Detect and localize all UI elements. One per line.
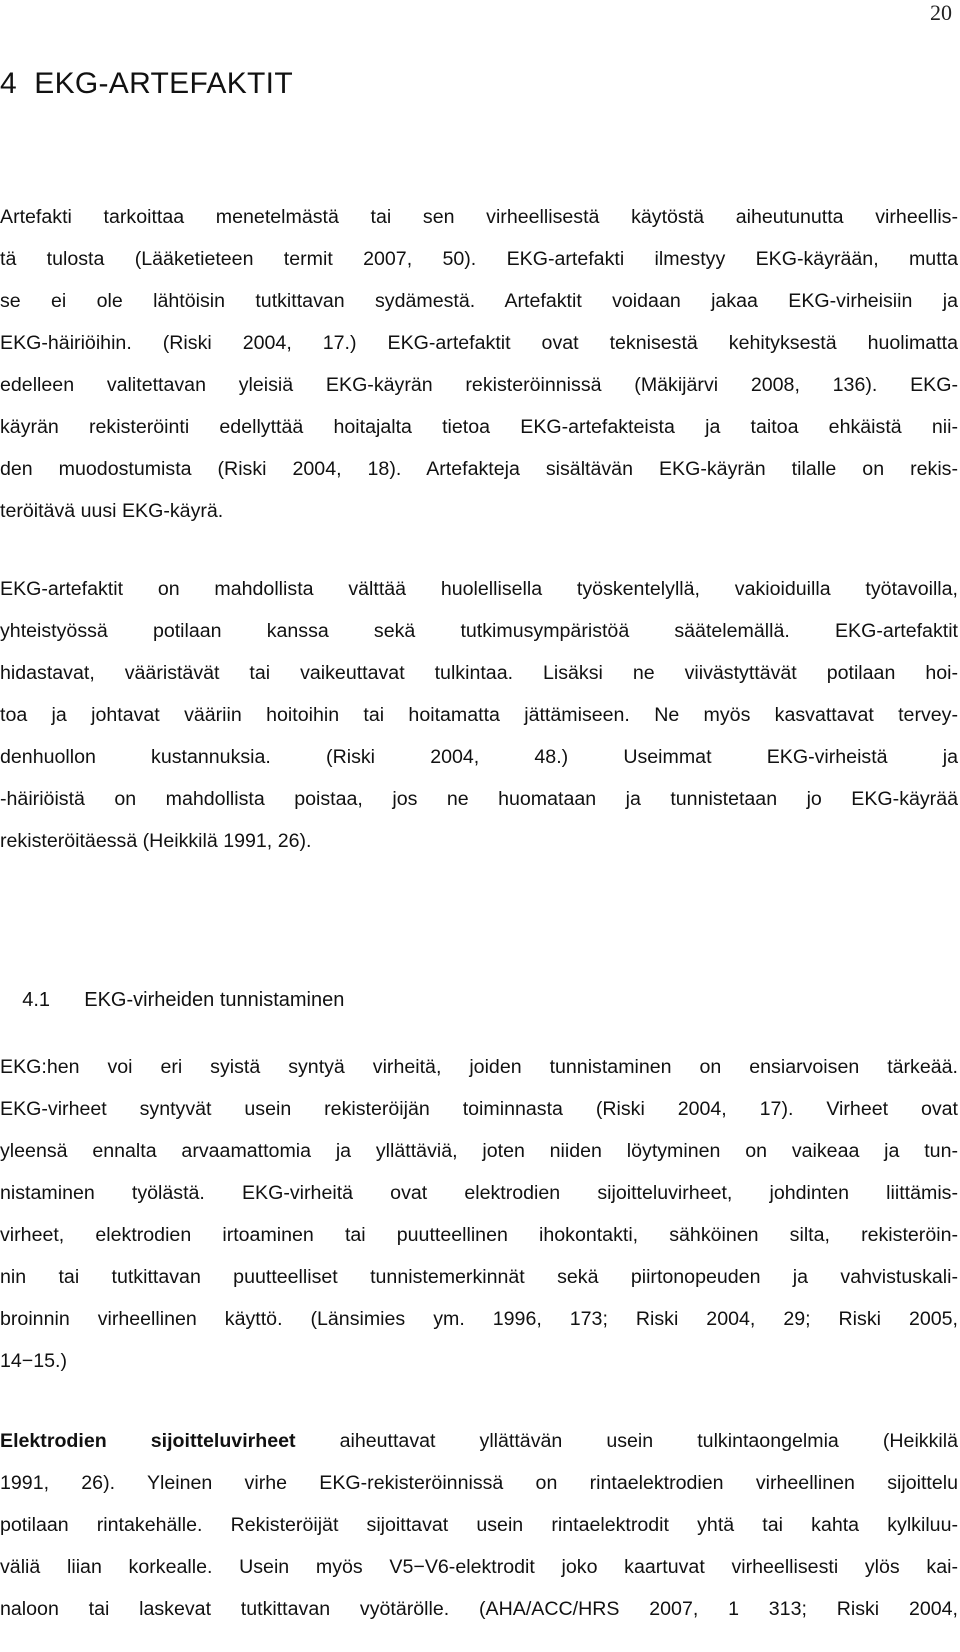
text-line: käyrän rekisteröinti edellyttää hoitajalta tietoa EKG-artefakteista ja taitoa ehkäistä nii- xyxy=(0,416,958,438)
paragraph-artefakti-definition xyxy=(0,196,958,532)
section-title-text: EKG-virheiden tunnistaminen xyxy=(84,989,345,1011)
bold-term: Elektrodien sijoitteluvirheet xyxy=(0,1430,296,1452)
text-line: yhteistyössä potilaan kanssa sekä tutkimusympäristöä säätelemällä. EKG-artefaktit xyxy=(0,620,958,642)
text-line: se ei ole lähtöisin tutkittavan sydämestä. Artefaktit voidaan jakaa EKG-virheisiin ja xyxy=(0,290,958,312)
text-line: rekisteröitäessä (Heikkilä 1991, 26). xyxy=(0,830,312,852)
text-line: denhuollon kustannuksia. (Riski 2004, 48.) Useimmat EKG-virheistä ja xyxy=(0,746,958,768)
text-line: nistaminen työlästä. EKG-virheitä ovat elektrodien sijoitteluvirheet, johdinten liittämis- xyxy=(0,1182,958,1204)
text-line: EKG-virheet syntyvät usein rekisteröijän toiminnasta (Riski 2004, 17). Virheet ovat xyxy=(0,1098,958,1120)
text-line: EKG-häiriöihin. (Riski 2004, 17.) EKG-artefaktit ovat teknisestä kehityksestä huolimatta xyxy=(0,332,958,354)
text-line: nin tai tutkittavan puutteelliset tunnistemerkinnät sekä piirtonopeuden ja vahvistuskali- xyxy=(0,1266,958,1288)
text-line: tä tulosta (Lääketieteen termit 2007, 50). EKG-artefakti ilmestyy EKG-käyrään, mutta xyxy=(0,248,958,270)
text-line: 14−15.) xyxy=(0,1350,67,1372)
text-line: teröitävä uusi EKG-käyrä. xyxy=(0,500,224,522)
text-line: hidastavat, vääristävät tai vaikeuttavat tulkintaa. Lisäksi ne viivästyttävät potilaan hoi- xyxy=(0,662,958,684)
text-line: broinnin virheellinen käyttö. (Länsimies ym. 1996, 173; Riski 2004, 29; Riski 2005, xyxy=(0,1308,958,1330)
paragraph-virheet-intro xyxy=(0,1046,958,1382)
text-line xyxy=(0,1420,958,1462)
section-number: 4.1 xyxy=(22,989,51,1011)
text-line: virheet, elektrodien irtoaminen tai puutteellinen ihokontakti, sähköinen silta, rekisteröin- xyxy=(0,1224,958,1246)
text-line: 1991, 26). Yleinen virhe EKG-rekisteröinnissä on rintaelektrodien virheellinen sijoittelu xyxy=(0,1472,958,1494)
section-heading xyxy=(0,966,344,1035)
paragraph-sijoitteluvirheet xyxy=(0,1420,958,1630)
text-line: naloon tai laskevat tutkittavan vyötärölle. (AHA/ACC/HRS 2007, 1 313; Riski 2004, xyxy=(0,1598,958,1620)
text-line: EKG-artefaktit on mahdollista välttää huolellisella työskentelyllä, vakioiduilla työtavoilla, xyxy=(0,578,958,600)
text-line: yleensä ennalta arvaamattomia ja yllättäviä, joten niiden löytyminen on vaikeaa ja tun- xyxy=(0,1140,958,1162)
text-run: aiheuttavat yllättävän usein tulkintaongelmia (Heikkilä xyxy=(295,1430,958,1452)
text-line: Artefakti tarkoittaa menetelmästä tai sen virheellisestä käytöstä aiheutunutta virheellis- xyxy=(0,206,958,228)
text-line: toa ja johtavat vääriin hoitoihin tai hoitamatta jättämiseen. Ne myös kasvattavat tervey- xyxy=(0,704,958,726)
paragraph-artefakti-prevention xyxy=(0,568,958,862)
text-line: väliä liian korkealle. Usein myös V5−V6-elektrodit joko kaartuvat virheellisesti ylös kai- xyxy=(0,1556,958,1578)
text-line: potilaan rintakehälle. Rekisteröijät sijoittavat usein rintaelektrodit yhtä tai kahta kylkiluu- xyxy=(0,1514,958,1536)
text-line: edelleen valitettavan yleisiä EKG-käyrän rekisteröinnissä (Mäkijärvi 2008, 136). EKG- xyxy=(0,374,958,396)
text-line: den muodostumista (Riski 2004, 18). Artefakteja sisältävän EKG-käyrän tilalle on rekis- xyxy=(0,458,958,480)
chapter-title: 4 EKG-ARTEFAKTIT xyxy=(0,67,293,100)
page-number: 20 xyxy=(930,0,952,25)
text-line: -häiriöistä on mahdollista poistaa, jos ne huomataan ja tunnistetaan jo EKG-käyrää xyxy=(0,788,958,810)
text-line: EKG:hen voi eri syistä syntyä virheitä, joiden tunnistaminen on ensiarvoisen tärkeää. xyxy=(0,1056,958,1078)
